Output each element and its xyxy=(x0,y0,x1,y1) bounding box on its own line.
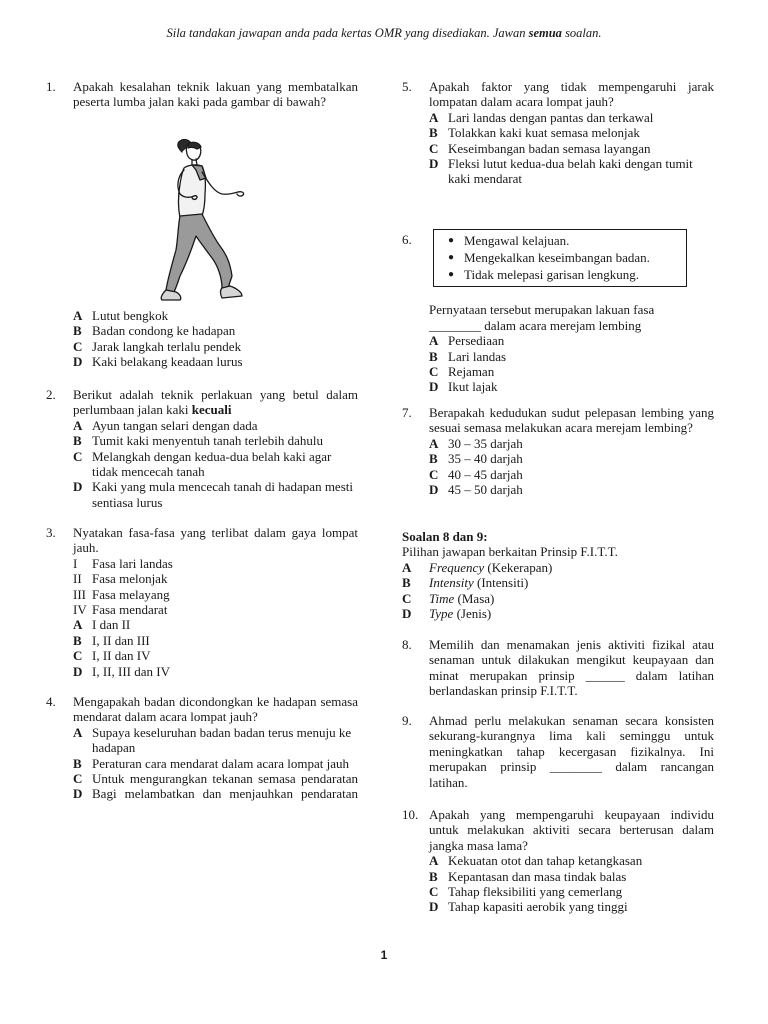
question-number: 5. xyxy=(402,79,412,94)
option-b: B Kepantasan dan masa tindak balas xyxy=(429,868,627,884)
question-6 xyxy=(402,229,714,395)
statement-bullet: ● Tidak melepasi garisan lengkung. xyxy=(448,266,639,282)
exam-instruction xyxy=(0,26,768,41)
question-8 xyxy=(402,637,714,699)
option-c: C Melangkah dengan kedua-dua belah kaki agar tidak mencecah tanah xyxy=(73,448,332,480)
option-c: C Tahap fleksibiliti yang cemerlang xyxy=(429,884,623,900)
instruction-emphasis: semua xyxy=(528,26,562,40)
question-number: 10. xyxy=(402,807,419,822)
option-d: D Kaki yang mula mencecah tanah di hadapan mesti sentiasa lurus xyxy=(73,479,353,510)
question-number: 8. xyxy=(402,637,412,652)
phase-item-2: II Fasa melonjak xyxy=(73,571,168,587)
question-1-options xyxy=(46,308,358,370)
emphasis-word: kecuali xyxy=(191,402,232,418)
bullet-icon: ● xyxy=(448,235,455,246)
question-stem: Mengapakah badan dicondongkan ke hadapan semasa mendarat dalam acara lompat jauh? xyxy=(73,694,358,725)
option-d: D Ikut lajak xyxy=(429,379,498,395)
question-number: 4. xyxy=(46,694,56,709)
question-7 xyxy=(402,405,714,497)
option-c: C Rejaman xyxy=(429,364,495,380)
option-a: A Supaya keseluruhan badan badan terus menuju ke hadapan xyxy=(73,724,352,756)
option-a: A Lutut bengkok xyxy=(73,308,169,323)
question-stem: Apakah yang mempengaruhi keupayaan individu untuk melakukan aktiviti secara berterusan dalam jangka masa lama? xyxy=(429,807,714,853)
question-number: 1. xyxy=(46,79,56,94)
question-stem: Memilih dan menamakan jenis aktiviti fizikal atau senaman untuk dilakukan mengikut keupayaan dan minat merupakan prinsip ______ dalam latihan berlandaskan prinsip F.I.T.T. xyxy=(429,637,714,699)
question-stem: Apakah kesalahan teknik lakuan yang membatalkan peserta lumba jalan kaki pada gambar di bawah? xyxy=(73,79,358,110)
fitt-option-d: D Type (Jenis) xyxy=(402,606,492,622)
question-number: 2. xyxy=(46,387,56,402)
option-b: B Badan condong ke hadapan xyxy=(73,323,236,339)
question-number: 9. xyxy=(402,713,412,728)
option-a: A Lari landas dengan pantas dan terkawal xyxy=(429,109,654,125)
option-b: B Tumit kaki menyentuh tanah terlebih dahulu xyxy=(73,433,323,449)
question-stem: Pernyataan tersebut merupakan lakuan fasa ________ dalam acara merejam lembing xyxy=(429,302,655,333)
answer-blank: ________ xyxy=(429,317,481,333)
question-2 xyxy=(46,387,358,510)
question-5 xyxy=(402,79,714,187)
fitt-section xyxy=(402,529,714,621)
option-b: B I, II dan III xyxy=(73,632,150,648)
statement-bullet: ● Mengekalkan keseimbangan badan. xyxy=(448,249,650,265)
option-b: B 35 – 40 darjah xyxy=(429,451,523,467)
question-number: 6. xyxy=(402,232,412,247)
phase-item-3: III Fasa melayang xyxy=(73,586,170,602)
question-stem: Nyatakan fasa-fasa yang terlibat dalam gaya lompat jauh. xyxy=(73,525,358,556)
bullet-icon: ● xyxy=(448,268,455,280)
question-stem: Ahmad perlu melakukan senaman secara konsisten sekurang-kurangnya lima kali seminggu untuk meningkatkan tahap kecergasan fizikalnya. Ini merupakan prinsip ________ dalam rancangan latihan. xyxy=(429,713,714,790)
option-b: B Peraturan cara mendarat dalam acara lompat jauh xyxy=(73,755,349,771)
option-a: A Persediaan xyxy=(429,333,505,349)
option-c: C 40 – 45 darjah xyxy=(429,466,523,482)
fitt-option-a: A Frequency (Kekerapan) xyxy=(402,559,553,575)
option-c: C Keseimbangan badan semasa layangan xyxy=(429,140,651,156)
question-4 xyxy=(46,694,358,802)
section-intro: Pilihan jawapan berkaitan Prinsip F.I.T.T. xyxy=(402,544,618,560)
statement-bullet: ● Mengawal kelajuan. xyxy=(448,233,570,248)
question-stem: Berapakah kedudukan sudut pelepasan lembing yang sesuai semasa melakukan acara merejam lembing? xyxy=(429,405,714,436)
option-d: D 45 – 50 darjah xyxy=(429,482,523,498)
instruction-text-end: soalan. xyxy=(561,26,602,40)
bullet-icon: ● xyxy=(448,251,455,263)
option-a: A Kekuatan otot dan tahap ketangkasan xyxy=(429,853,643,869)
question-9 xyxy=(402,713,714,790)
option-b: B Tolakkan kaki kuat semasa melonjak xyxy=(429,125,640,141)
option-b: B Lari landas xyxy=(429,348,507,364)
option-d: D Fleksi lutut kedua-dua belah kaki dengan tumit kaki mendarat xyxy=(429,156,693,187)
race-walker-illustration-icon xyxy=(150,138,262,306)
statement-box xyxy=(433,229,687,287)
option-d: D I, II, III dan IV xyxy=(73,663,170,679)
option-d: D Kaki belakang keadaan lurus xyxy=(73,354,243,370)
question-3 xyxy=(46,525,358,679)
question-number: 3. xyxy=(46,525,56,540)
option-d: D Bagi melambatkan dan menjauhkan pendaratan xyxy=(73,786,358,802)
question-1 xyxy=(46,79,358,110)
option-a: A I dan II xyxy=(73,617,131,633)
option-a: A Ayun tangan selari dengan dada xyxy=(73,417,258,433)
option-a: A 30 – 35 darjah xyxy=(429,435,523,451)
option-d: D Tahap kapasiti aerobik yang tinggi xyxy=(429,899,628,915)
question-number: 7. xyxy=(402,405,412,420)
option-c: C Untuk mengurangkan tekanan semasa pendaratan xyxy=(73,771,358,787)
option-c: C Jarak langkah terlalu pendek xyxy=(73,338,242,354)
section-heading: Soalan 8 dan 9: xyxy=(402,529,488,544)
question-stem: Apakah faktor yang tidak mempengaruhi jarak lompatan dalam acara lompat jauh? xyxy=(429,79,714,110)
question-stem: Berikut adalah teknik perlakuan yang betul dalam perlumbaan jalan kaki kecuali xyxy=(73,387,358,418)
page-number: 1 xyxy=(380,948,388,962)
instruction-text: Sila tandakan jawapan anda pada kertas OMR yang disediakan. Jawan xyxy=(166,26,529,40)
fitt-option-b: B Intensity (Intensiti) xyxy=(402,575,529,591)
question-10 xyxy=(402,807,714,915)
fitt-option-c: C Time (Masa) xyxy=(402,590,495,606)
option-c: C I, II dan IV xyxy=(73,648,151,664)
phase-item-4: IV Fasa mendarat xyxy=(73,602,168,618)
phase-item-1: I Fasa lari landas xyxy=(73,555,173,571)
